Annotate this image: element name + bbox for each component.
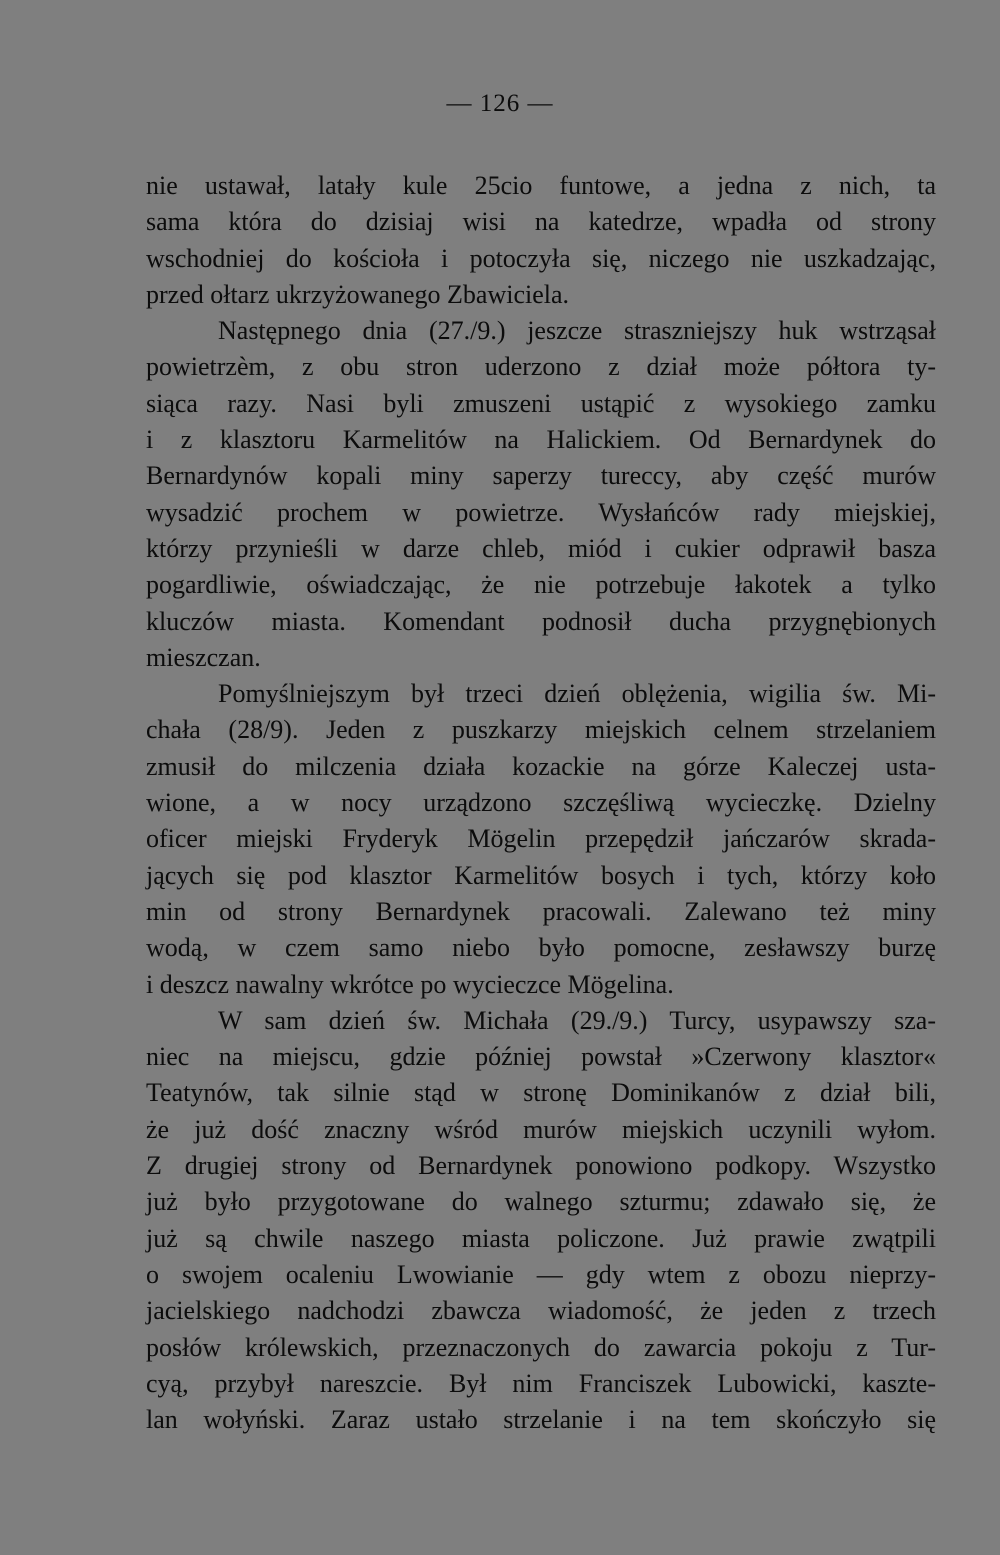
text-line: min od strony Bernardynek pracowali. Zalewano też miny xyxy=(146,896,936,926)
text-line: oficer miejski Fryderyk Mögelin przepędził jańczarów skrada- xyxy=(146,824,936,854)
text-line: jacielskiego nadchodzi zbawcza wiadomość, że jeden z trzech xyxy=(146,1296,936,1326)
text-line: jących się pod klasztor Karmelitów bosych i tych, którzy koło xyxy=(146,860,936,890)
text-line: mieszczan. xyxy=(146,642,261,672)
text-line: wschodniej do kościoła i potoczyła się, niczego nie uszkadzając, xyxy=(146,243,936,273)
text-line: o swojem ocaleniu Lwowianie — gdy wtem z obozu nieprzy- xyxy=(146,1259,936,1289)
page-number: — 126 — xyxy=(446,90,554,117)
text-line: Z drugiej strony od Bernardynek ponowiono podkopy. Wszystko xyxy=(146,1151,936,1181)
text-line: pogardliwie, oświadczając, że nie potrzebuje łakotek a tylko xyxy=(146,570,936,600)
text-line: przed ołtarz ukrzyżowanego Zbawiciela. xyxy=(146,279,570,309)
text-line: wione, a w nocy urządzono szczęśliwą wycieczkę. Dzielny xyxy=(146,788,936,818)
text-line: lan wołyński. Zaraz ustało strzelanie i na tem skończyło się xyxy=(146,1405,936,1435)
text-line: cyą, przybył nareszcie. Był nim Franciszek Lubowicki, kaszte- xyxy=(146,1368,936,1398)
text-line: kluczów miasta. Komendant podnosił ducha przygnębionych xyxy=(146,606,936,636)
text-line: Teatynów, tak silnie stąd w stronę Dominikanów z dział bili, xyxy=(146,1078,936,1108)
text-line: Następnego dnia (27./9.) jeszcze straszniejszy huk wstrząsał xyxy=(218,316,936,346)
text-line: zmusił do milczenia działa kozackie na górze Kaleczej usta- xyxy=(146,751,936,781)
text-line: którzy przynieśli w darze chleb, miód i cukier odprawił basza xyxy=(146,533,936,563)
text-line: nie ustawał, latały kule 25cio funtowe, a jedna z nich, ta xyxy=(146,171,936,200)
text-line: siąca razy. Nasi byli zmuszeni ustąpić z wysokiego zamku xyxy=(146,388,936,418)
body-text xyxy=(146,168,936,1438)
text-line: Bernardynów kopali miny saperzy tureccy, aby część murów xyxy=(146,461,936,491)
text-line: Pomyślniejszym był trzeci dzień oblężenia, wigilia św. Mi- xyxy=(218,679,936,709)
text-line: i deszcz nawalny wkrótce po wycieczce Mögelina. xyxy=(146,969,674,999)
text-line: niec na miejscu, gdzie później powstał »Czerwony klasztor« xyxy=(146,1042,936,1072)
text-line: W sam dzień św. Michała (29./9.) Turcy, usypawszy sza- xyxy=(218,1005,936,1035)
text-line: wodą, w czem samo niebo było pomocne, zesławszy burzę xyxy=(146,933,936,963)
text-line: i z klasztoru Karmelitów na Halickiem. Od Bernardynek do xyxy=(146,425,936,455)
text-line: wysadzić prochem w powietrze. Wysłańców rady miejskiej, xyxy=(146,497,936,527)
text-line: powietrzèm, z obu stron uderzono z dział może półtora ty- xyxy=(146,352,936,382)
text-line: już są chwile naszego miasta policzone. Już prawie zwątpili xyxy=(146,1223,936,1253)
text-line: już było przygotowane do walnego szturmu; zdawało się, że xyxy=(146,1187,936,1217)
text-line: że już dość znaczny wśród murów miejskich uczynili wyłom. xyxy=(146,1114,936,1144)
text-line: chała (28/9). Jeden z puszkarzy miejskich celnem strzelaniem xyxy=(146,715,936,745)
text-line: posłów królewskich, przeznaczonych do zawarcia pokoju z Tur- xyxy=(146,1332,936,1362)
text-line: sama która do dzisiaj wisi na katedrze, wpadła od strony xyxy=(146,207,936,237)
